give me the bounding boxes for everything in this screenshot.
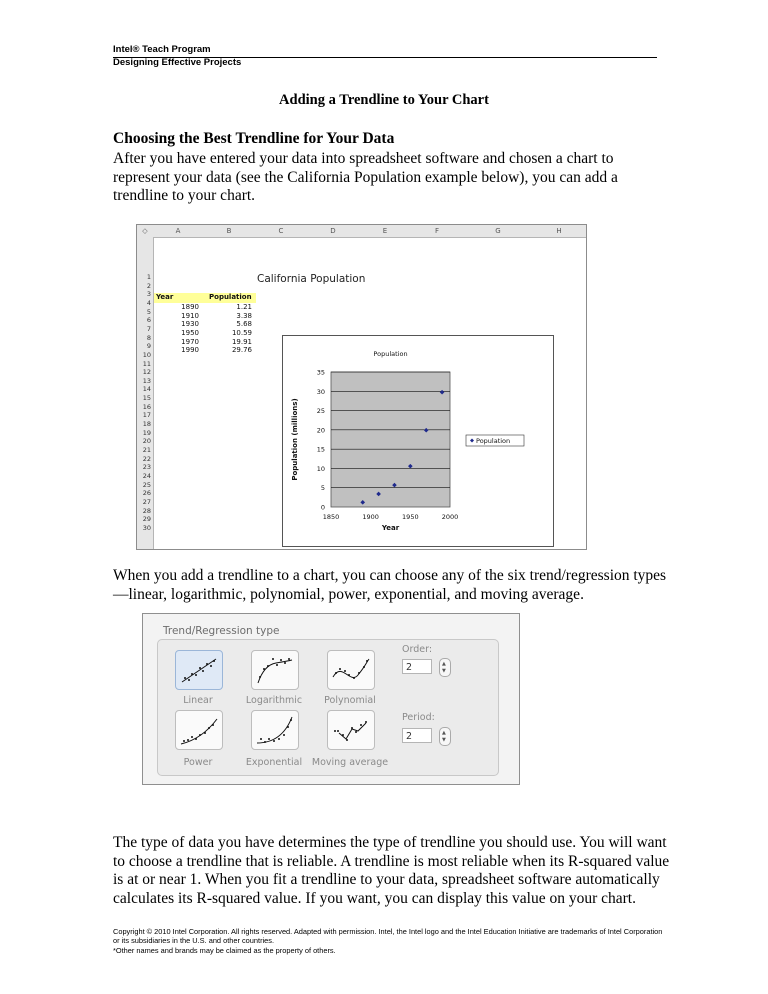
population-cell: 29.76 <box>231 346 252 355</box>
year-cell: 1910 <box>181 311 199 320</box>
polynomial-label: Polynomial <box>324 695 376 706</box>
year-cell: 1890 <box>181 303 199 311</box>
footer-line: or its subsidiaries in the U.S. and other countries. <box>113 936 275 946</box>
row-number: 25 <box>142 480 151 489</box>
period-stepper[interactable] <box>439 727 451 746</box>
row-number: 27 <box>142 497 151 506</box>
row-number: 11 <box>142 359 151 368</box>
power-label: Power <box>183 757 213 768</box>
population-cell: 10.59 <box>231 328 252 337</box>
row-number: 15 <box>142 394 151 403</box>
row-number: 8 <box>146 333 151 342</box>
row-number: 29 <box>142 515 151 524</box>
column-header: F <box>434 227 440 235</box>
y-tick-label: 20 <box>316 426 325 435</box>
row-number: 17 <box>142 411 151 420</box>
row-number: 21 <box>142 446 151 454</box>
column-header: C <box>278 227 284 235</box>
stepper-up-icon: ▲ <box>442 661 446 667</box>
header-course: Designing Effective Projects <box>113 56 242 68</box>
power-trend-button[interactable] <box>175 710 223 750</box>
row-number: 22 <box>142 454 151 463</box>
linear-trend-icon <box>176 651 222 689</box>
logarithmic-trend-icon <box>252 651 298 689</box>
row-header-bar <box>137 237 154 549</box>
trend-regression-dialog <box>142 613 520 785</box>
stepper-down-icon: ▼ <box>442 737 446 743</box>
plot-area <box>331 372 450 507</box>
paragraph-trend-types: When you add a trendline to a chart, you can choose any of the six trend/regression types—linear, logarithmic, polynomial, power, exponential, and moving average. <box>113 567 667 603</box>
row-number: 16 <box>142 402 151 411</box>
exponential-label: Exponential <box>245 757 303 768</box>
row-number: 12 <box>142 368 151 377</box>
order-stepper[interactable] <box>439 658 451 677</box>
polynomial-trend-button[interactable] <box>327 650 375 690</box>
row-number: 9 <box>146 342 151 351</box>
power-trend-icon <box>176 711 222 749</box>
row-number: 13 <box>142 376 151 385</box>
row-number: 1 <box>146 273 151 281</box>
x-tick-label: 2000 <box>441 513 459 521</box>
population-header-cell: Population <box>209 293 252 301</box>
trend-type-panel <box>157 639 499 776</box>
column-header: H <box>556 227 562 235</box>
linear-trend-button[interactable] <box>175 650 223 690</box>
polynomial-trend-icon <box>328 651 374 689</box>
column-header: B <box>226 227 232 235</box>
row-number: 30 <box>142 523 151 532</box>
chart-svg <box>283 336 553 546</box>
header-program: Intel® Teach Program <box>113 44 211 55</box>
row-number: 28 <box>142 506 151 515</box>
footer-line: Copyright © 2010 Intel Corporation. All rights reserved. Adapted with permission. Intel, the Intel logo and the Intel Education Initiative are trademarks of Intel Corporation <box>113 927 663 936</box>
row-number: 20 <box>142 437 151 446</box>
y-tick-label: 25 <box>316 407 325 416</box>
chart-title: Population <box>373 350 408 358</box>
year-cell: 1970 <box>181 337 199 346</box>
page-title: Adding a Trendline to Your Chart <box>279 92 489 108</box>
row-number: 23 <box>142 463 151 472</box>
logarithmic-trend-button[interactable] <box>251 650 299 690</box>
year-cell: 1990 <box>181 346 199 355</box>
y-tick-label: 5 <box>320 484 325 493</box>
y-tick-label: 15 <box>316 445 325 454</box>
stepper-down-icon: ▼ <box>442 668 446 674</box>
x-tick-label: 1950 <box>402 513 419 521</box>
year-cell: 1930 <box>181 320 199 329</box>
order-label: Order: <box>402 644 433 655</box>
linear-label: Linear <box>183 695 213 706</box>
row-number: 6 <box>146 316 151 325</box>
exponential-trend-button[interactable] <box>251 710 299 750</box>
exponential-trend-icon <box>252 711 298 749</box>
population-cell: 5.68 <box>236 320 252 329</box>
logarithmic-label: Logarithmic <box>245 695 303 706</box>
row-number: 7 <box>146 324 151 333</box>
y-tick-label: 30 <box>316 387 325 396</box>
row-number: 10 <box>142 350 151 359</box>
spreadsheet-title: California Population <box>257 273 366 285</box>
moving-average-trend-button[interactable] <box>327 710 375 750</box>
section-heading: Choosing the Best Trendline for Your Data <box>113 130 395 147</box>
period-label: Period: <box>402 712 435 723</box>
header-rule <box>113 57 657 58</box>
dialog-title: Trend/Regression type <box>163 625 280 637</box>
order-field[interactable]: 2 <box>402 659 432 674</box>
copyright-footer <box>113 927 673 955</box>
y-tick-label: 35 <box>316 368 325 377</box>
paragraph-r-squared: The type of data you have determines the type of trendline you should use. You will want to choose a trendline that is reliable. A trendline is most reliable when its R-squared value is at or near 1. When you fit a trendline to your data, spreadsheet software automatically calculates its R-squared value. If you want, you can display this value on your chart. <box>113 834 670 907</box>
y-axis-label: Population (millions) <box>291 398 299 481</box>
legend-label: Population <box>476 437 511 445</box>
population-chart <box>282 335 554 547</box>
moving-average-label: Moving average <box>311 757 389 768</box>
x-tick-label: 1850 <box>322 513 340 521</box>
spreadsheet-screenshot <box>136 224 587 550</box>
row-number: 26 <box>142 489 151 498</box>
year-header-cell: Year <box>156 293 174 301</box>
stepper-up-icon: ▲ <box>442 730 446 736</box>
year-cell: 1950 <box>181 328 199 337</box>
paragraph-intro: After you have entered your data into spreadsheet software and chosen a chart to represent your data (see the California Population example below), you can add a trendline to your chart. <box>113 150 618 205</box>
column-header: A <box>175 227 181 235</box>
x-axis-label: Year <box>381 524 400 532</box>
row-number: 4 <box>146 298 151 307</box>
population-cell: 19.91 <box>231 337 252 346</box>
y-tick-label: 0 <box>320 503 325 512</box>
row-number: 24 <box>142 471 151 480</box>
period-field[interactable]: 2 <box>402 728 432 743</box>
moving-average-trend-icon <box>328 711 374 749</box>
column-header: G <box>495 227 501 235</box>
row-number: 14 <box>142 385 151 394</box>
x-tick-label: 1900 <box>362 513 379 521</box>
row-number: 19 <box>142 428 151 437</box>
column-header: E <box>382 227 388 235</box>
row-number: 18 <box>142 420 151 429</box>
column-header: D <box>330 227 336 235</box>
select-all-icon: ◇ <box>142 227 148 235</box>
row-number: 2 <box>146 281 151 290</box>
footer-line: *Other names and brands may be claimed as the property of others. <box>113 945 336 955</box>
row-number: 5 <box>146 307 151 316</box>
population-cell: 3.38 <box>236 311 252 320</box>
column-header-bar <box>137 225 586 238</box>
row-number: 3 <box>146 290 151 299</box>
y-tick-label: 10 <box>316 464 325 473</box>
population-cell: 1.21 <box>236 303 252 311</box>
